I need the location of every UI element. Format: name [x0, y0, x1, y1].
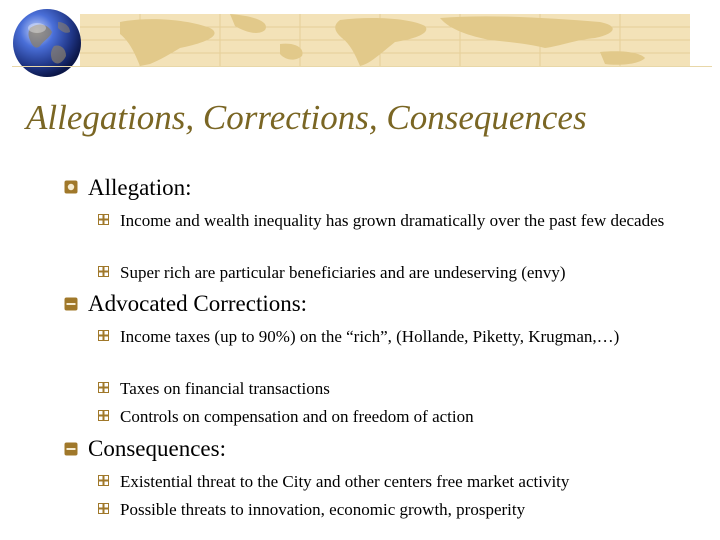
list-item: Income taxes (up to 90%) on the “rich”, (Hollande, Piketty, Krugman,…) — [120, 327, 620, 346]
sub-bullet-icon — [98, 503, 109, 514]
sub-bullet-icon — [98, 475, 109, 486]
list-item: Possible threats to innovation, economic growth, prosperity — [120, 500, 526, 519]
section-bullet-icon — [64, 297, 78, 311]
sub-bullet-icon — [98, 266, 109, 277]
list-item: Income and wealth inequality has grown dramatically over the past few decades — [120, 211, 665, 230]
section-heading-allegation: Allegation: — [88, 175, 192, 200]
list-item: Existential threat to the City and other centers free market activity — [120, 472, 570, 491]
sub-bullet-icon — [98, 214, 109, 225]
section-heading-consequences: Consequences: — [88, 436, 226, 461]
section-bullet-icon — [64, 442, 78, 456]
slide-title: Allegations, Corrections, Consequences — [26, 98, 587, 137]
list-item: Super rich are particular beneficiaries and are undeserving (envy) — [120, 263, 566, 282]
list-item: Taxes on financial transactions — [120, 379, 330, 398]
section-bullet-icon — [64, 180, 78, 194]
sub-bullet-icon — [98, 410, 109, 421]
section-heading-advocated-corrections: Advocated Corrections: — [88, 291, 308, 316]
sub-bullet-icon — [98, 330, 109, 341]
list-item: Controls on compensation and on freedom of action — [120, 407, 474, 426]
sub-bullet-icon — [98, 382, 109, 393]
